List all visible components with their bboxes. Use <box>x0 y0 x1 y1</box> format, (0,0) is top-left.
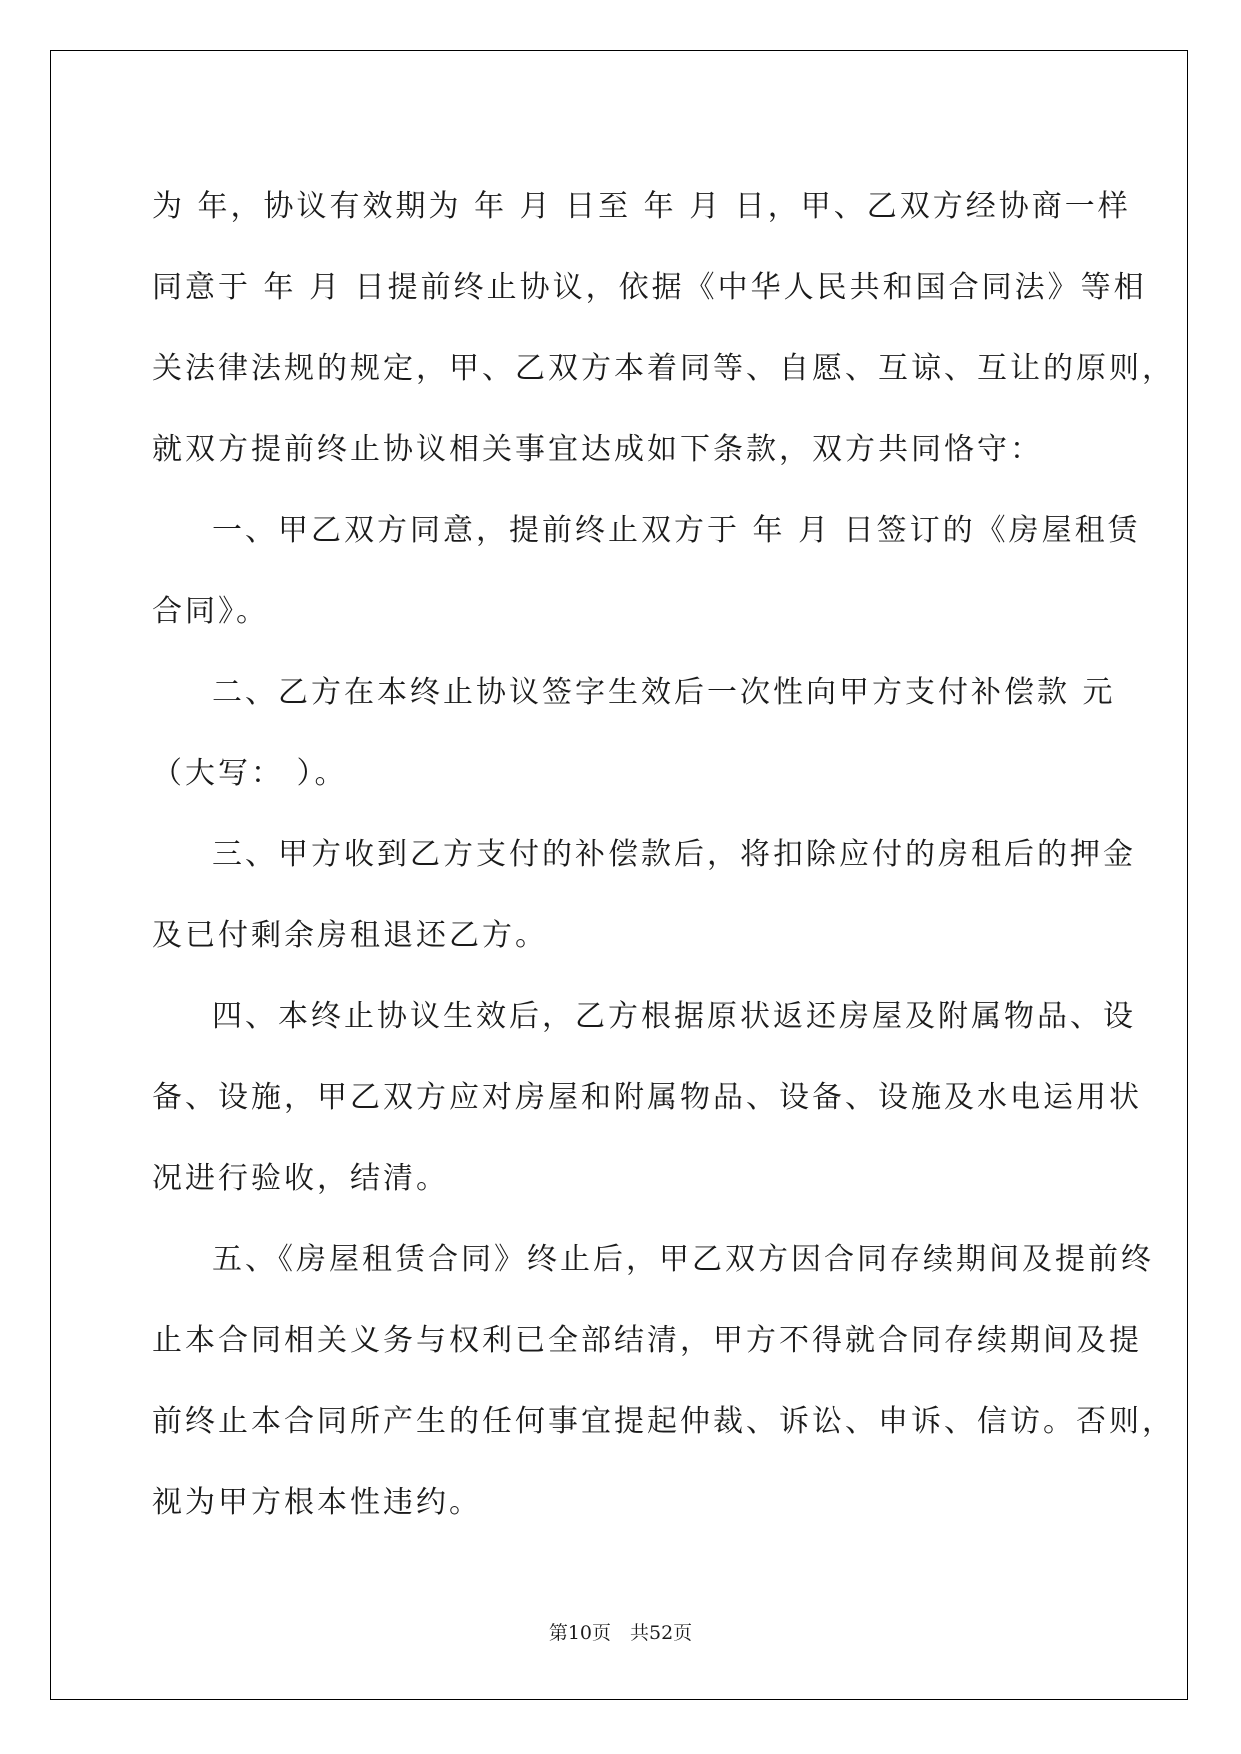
page-number: 第10页 共52页 <box>548 1622 693 1644</box>
clause-3-line: 及已付剩余房租退还乙方。 <box>152 918 548 953</box>
document-body <box>152 166 1175 1543</box>
clause-4-line: 况进行验收，结清。 <box>152 1161 449 1196</box>
clause-1-line: 合同》。 <box>152 594 269 629</box>
clause-4-line: 四、本终止协议生效后，乙方根据原状返还房屋及附属物品、设 <box>212 999 1136 1034</box>
clause-2-line: （大写： ）。 <box>152 756 348 791</box>
clause-5-line: 视为甲方根本性违约。 <box>152 1485 482 1520</box>
text-line: 为 年，协议有效期为 年 月 日至 年 月 日，甲、乙双方经协商一样 <box>152 189 1131 224</box>
clause-5-line: 止本合同相关义务与权利已全部结清，甲方不得就合同存续期间及提 <box>152 1323 1142 1358</box>
text-line: 就双方提前终止协议相关事宜达成如下条款，双方共同恪守： <box>152 432 1043 467</box>
clause-2-line: 二、乙方在本终止协议签字生效后一次性向甲方支付补偿款 元 <box>212 675 1116 710</box>
clause-5-line: 五、《房屋租赁合同》终止后，甲乙双方因合同存续期间及提前终 <box>212 1242 1154 1277</box>
clause-5-line: 前终止本合同所产生的任何事宜提起仲裁、诉讼、申诉、信访。否则， <box>152 1404 1175 1439</box>
clause-1-line: 一、甲乙双方同意，提前终止双方于 年 月 日签订的《房屋租赁 <box>212 513 1141 548</box>
text-line: 同意于 年 月 日提前终止协议，依据《中华人民共和国合同法》等相 <box>152 270 1147 305</box>
text-line: 关法律法规的规定，甲、乙双方本着同等、自愿、互谅、互让的原则， <box>152 351 1175 386</box>
clause-3-line: 三、甲方收到乙方支付的补偿款后，将扣除应付的房租后的押金 <box>212 837 1136 872</box>
clause-4-line: 备、设施，甲乙双方应对房屋和附属物品、设备、设施及水电运用状 <box>152 1080 1142 1115</box>
